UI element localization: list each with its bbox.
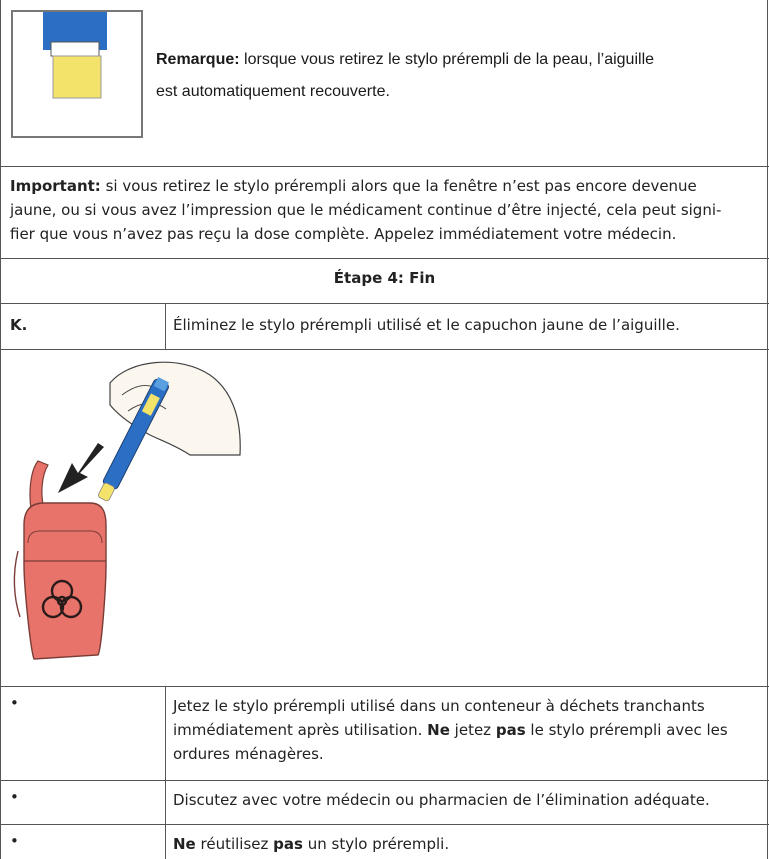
column-divider bbox=[165, 686, 166, 859]
emphasis-ne: Ne bbox=[173, 835, 196, 853]
bullet-2-text: Discutez avec votre médecin ou pharmacien de l’élimination adéquate. bbox=[173, 791, 710, 809]
important-line3: fier que vous n’avez pas reçu la dose complète. Appelez immédiatement votre médecin. bbox=[10, 225, 677, 243]
bullet-symbol: • bbox=[10, 832, 19, 850]
bullet-1-mid: jetez bbox=[454, 721, 492, 739]
step-k-label: K. bbox=[10, 316, 28, 334]
divider bbox=[0, 349, 769, 350]
divider bbox=[0, 686, 769, 687]
step-k-text: Éliminez le stylo prérempli utilisé et le capuchon jaune de l’aiguille. bbox=[173, 316, 680, 334]
important-line1 bbox=[10, 174, 697, 198]
left-border bbox=[0, 0, 1, 859]
bullet-1-line3: ordures ménagères. bbox=[173, 745, 324, 763]
divider bbox=[0, 303, 769, 304]
emphasis-pas: pas bbox=[495, 721, 526, 739]
remarque-label: Remarque: bbox=[156, 51, 240, 68]
bullet-3-tail: un stylo prérempli. bbox=[307, 835, 450, 853]
pen-tip-icon bbox=[13, 12, 141, 136]
remarque-figure bbox=[11, 10, 143, 138]
divider bbox=[0, 258, 769, 259]
bullet-1-line1: Jetez le stylo prérempli utilisé dans un conteneur à déchets tranchants bbox=[173, 697, 705, 715]
emphasis-ne: Ne bbox=[427, 721, 450, 739]
bullet-1-line2 bbox=[173, 718, 728, 742]
step-title: Étape 4: Fin bbox=[333, 269, 436, 287]
important-text-1: si vous retirez le stylo prérempli alors que la fenêtre n’est pas encore devenue bbox=[105, 177, 697, 195]
important-line2: jaune, ou si vous avez l’impression que le médicament continue d’être injecté, cela peut signi- bbox=[10, 201, 722, 219]
bullet-1-tail: le stylo prérempli avec les bbox=[530, 721, 728, 739]
bullet-1-text: immédiatement après utilisation. bbox=[173, 721, 423, 739]
divider bbox=[0, 166, 769, 167]
divider bbox=[0, 780, 769, 781]
bullet-3-mid: réutilisez bbox=[200, 835, 269, 853]
important-label: Important: bbox=[10, 177, 101, 195]
right-border bbox=[767, 0, 768, 859]
bullet-3-line bbox=[173, 832, 449, 856]
remarque-line2: est automatiquement recouverte. bbox=[156, 83, 390, 100]
bullet-symbol: • bbox=[10, 694, 19, 712]
sharps-container-illustration bbox=[10, 355, 250, 667]
remarque-line1 bbox=[156, 44, 654, 76]
bullet-symbol: • bbox=[10, 788, 19, 806]
divider bbox=[0, 824, 769, 825]
remarque-text-1: lorsque vous retirez le stylo prérempli de la peau, l’aiguille bbox=[244, 51, 655, 68]
emphasis-pas: pas bbox=[273, 835, 303, 853]
column-divider bbox=[165, 303, 166, 349]
